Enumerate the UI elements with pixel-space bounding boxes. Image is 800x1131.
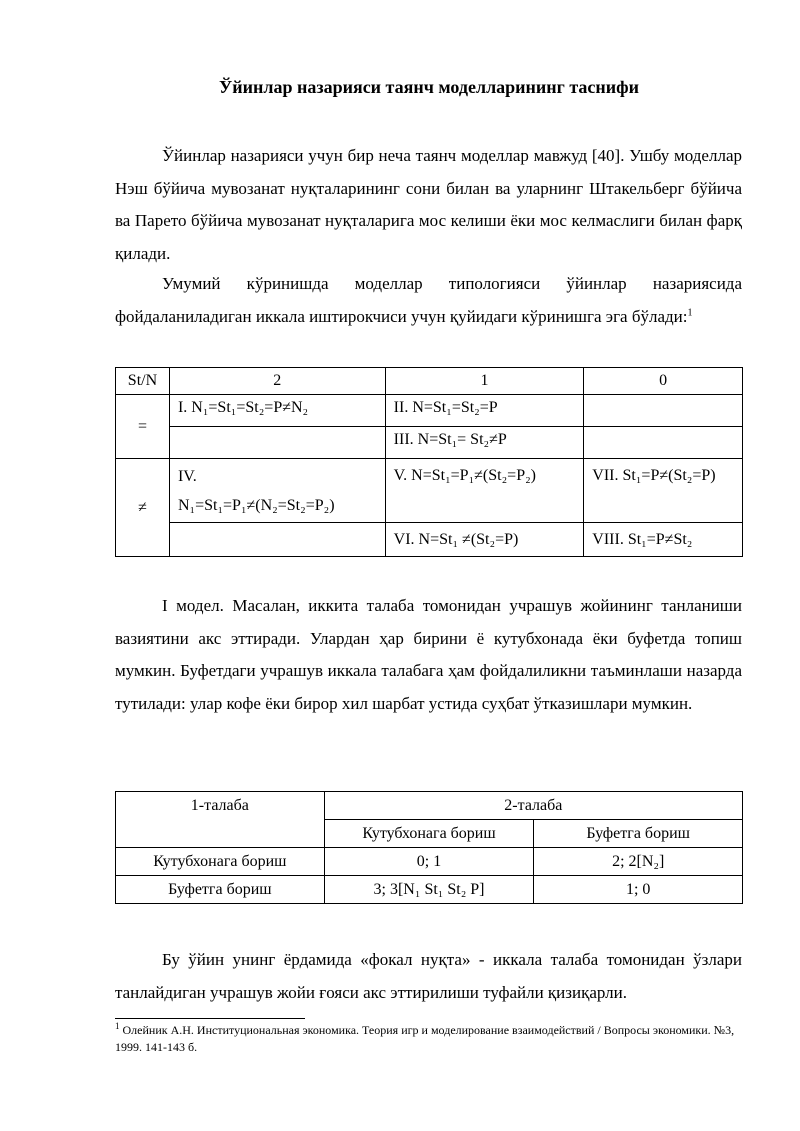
table-cell [169, 523, 385, 557]
table-cell: VI. N=St₁ ≠(St₂=P) [385, 523, 584, 557]
player-two-header: 2-талаба [324, 792, 742, 820]
table-row [116, 792, 743, 820]
model-four-label: IV. [177, 468, 197, 485]
table-cell: VIII. St₁=P≠St₂ [584, 523, 743, 557]
table-row [116, 459, 743, 523]
payoff-cell: 1; 0 [534, 876, 743, 904]
table-cell [169, 459, 385, 523]
table-cell: II. N=St₁=St₂=P [385, 395, 584, 427]
table-cell: VII. St₁=P≠(St₂=P) [584, 459, 743, 523]
footnote-separator [115, 1018, 305, 1019]
table-row [116, 395, 743, 427]
column-header-library: Кутубхонага бориш [324, 820, 534, 848]
footnote-text: Олейник А.Н. Институциональная экономика. Теория игр и моделирование взаимодействий / Вопросы экономики. №3, 1999. 141-143 б. [115, 1023, 735, 1054]
payoff-cell: 3; 3[N₁ St₁ St₂ P] [324, 876, 534, 904]
table-cell: III. N=St₁= St₂≠P [385, 427, 584, 459]
paragraph-model-one [115, 590, 742, 720]
paragraph-focal-point [115, 944, 742, 1009]
page-title: Ўйинлар назарияси таянч моделларининг таснифи [219, 77, 639, 97]
table-cell: V. N=St₁=P₁≠(St₂=P₂) [385, 459, 584, 523]
paragraph-intro-text: Ўйинлар назарияси учун бир неча таянч моделлар мавжуд [40]. Ушбу моделлар Нэш бўйича мувозанат нуқталарининг сони билан ва уларнинг Штакельберг бўйича ва Парето бўйича мувозанат нуқталарига мос келиши ёки мос келмаслиги билан фарқ қилади. [115, 146, 742, 263]
table-row [116, 876, 743, 904]
header-cell: 2 [169, 368, 385, 395]
table-cell [584, 395, 743, 427]
table-row [116, 427, 743, 459]
payoff-cell: 0; 1 [324, 848, 534, 876]
footnote-reference[interactable]: 1 [687, 306, 693, 318]
header-cell: St/N [116, 368, 170, 395]
row-label-not-equal: ≠ [116, 459, 170, 557]
footnote [115, 1022, 742, 1056]
table-cell [169, 427, 385, 459]
paragraph-focal-point-text: Бу ўйин унинг ёрдамида «фокал нуқта» - иккала талаба томонидан ўзлари танлайдиган учрашув жойи ғояси акс эттирилиши туфайли қизиқарли. [115, 950, 742, 1002]
player-one-header: 1-талаба [116, 792, 325, 848]
table-row [116, 523, 743, 557]
row-label-equal: = [116, 395, 170, 459]
payoff-matrix-table [115, 791, 743, 904]
table-cell [584, 427, 743, 459]
models-typology-table [115, 367, 743, 557]
footnote-mark: 1 [115, 1021, 120, 1031]
column-header-buffet: Буфетга бориш [534, 820, 743, 848]
payoff-cell: 2; 2[N₂] [534, 848, 743, 876]
header-cell: 1 [385, 368, 584, 395]
paragraph-intro [115, 140, 742, 270]
paragraph-typology [115, 268, 742, 333]
table-cell: I. N₁=St₁=St₂=P≠N₂ [169, 395, 385, 427]
model-four-formula: N₁=St₁=P₁≠(N₂=St₂=P₂) [177, 497, 335, 514]
table-header-row [116, 368, 743, 395]
row-header-buffet: Буфетга бориш [116, 876, 325, 904]
paragraph-model-one-text: I модел. Масалан, иккита талаба томонидан учрашув жойининг танланиши вазиятини акс эттиради. Улардан ҳар бирини ё кутубхонада ёки буфетда топиш мумкин. Буфетдаги учрашув иккала талабага ҳам фойдалиликни таъминлаши назарда тутилади: улар кофе ёки бирор хил шарбат устида суҳбат ўтказишлари мумкин. [115, 596, 742, 713]
row-header-library: Кутубхонага бориш [116, 848, 325, 876]
table-row [116, 848, 743, 876]
paragraph-typology-text: Умумий кўринишда моделлар типологияси ўйинлар назариясида фойдаланиладиган иккала иштирокчиси учун қуйидаги кўринишга эга бўлади: [115, 274, 742, 326]
header-cell: 0 [584, 368, 743, 395]
